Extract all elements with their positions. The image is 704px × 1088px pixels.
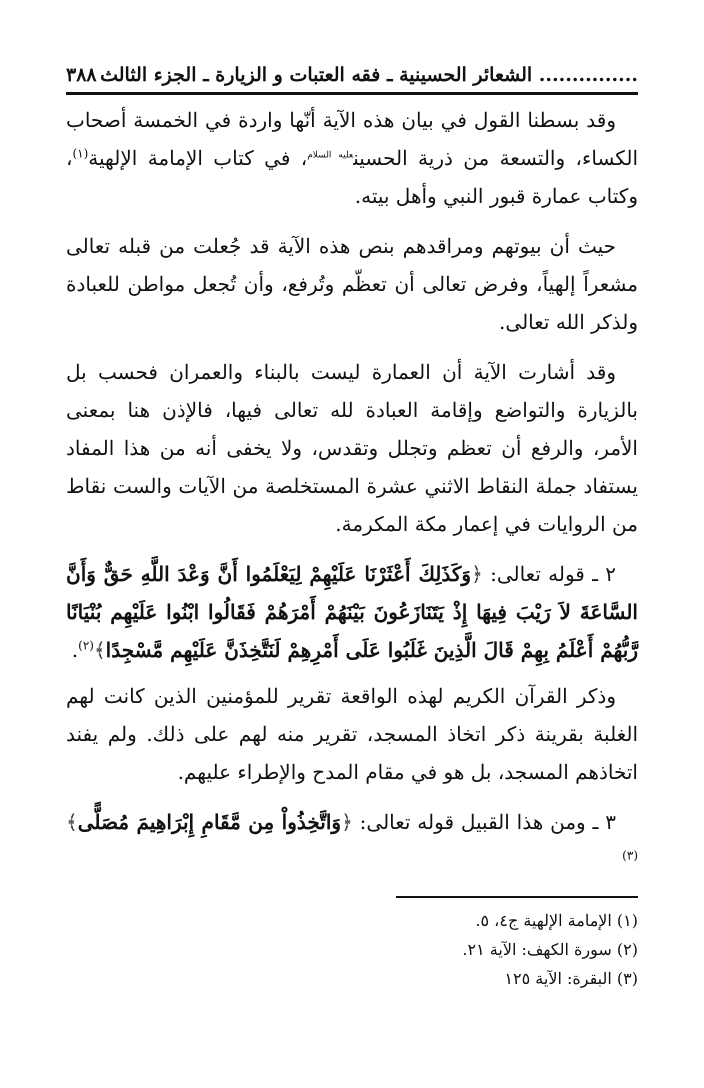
quran-bracket-close-2: ﴾ [66, 810, 78, 834]
footnote-separator [396, 896, 638, 898]
footnote-1: (١) الإمامة الإلهية ج٤، ٥. [475, 911, 638, 930]
footnote-ref-2[interactable]: (٢) [78, 638, 94, 653]
honorific-mark: عليه السلام [307, 150, 354, 161]
quran-bracket-open-2: ﴿ [341, 810, 353, 834]
quran-verse-kahf: وَكَذَلِكَ أَعْثَرْنَا عَلَيْهِمْ لِيَعْلَمُوا أَنَّ وَعْدَ اللَّهِ حَقٌّ وَأَنَّ السَّاعَةَ لاَ رَيْبَ فِيهَا إِذْ يَتَنَازَعُونَ بَيْنَهُمْ أَمْرَهُمْ فَقَالُوا ابْنُوا عَلَيْهِم بُنْيَانًا رَّبُّهُمْ أَعْلَمُ بِهِمْ قَالَ الَّذِينَ غَلَبُوا عَلَى أَمْرِهِمْ لَنَتَّخِذَنَّ عَلَيْهِم مَّسْجِدًا [66, 562, 638, 662]
body-text [66, 101, 638, 879]
paragraph-3: وقد أشارت الآية أن العمارة ليست بالبناء والعمران فحسب بل بالزيارة والتواضع وإقامة العبادة لله تعالى فيها، فالإذن هنا بمعنى الأمر، والرفع أن تعظم وتجلل وتقدس، ولا يخفى أنه من هذا المفاد يستفاد جملة النقاط الاثني عشرة المستخلصة من الآيات والست نقاط من الروايات في إعمار مكة المكرمة. [66, 360, 638, 536]
paragraph-1 [66, 101, 638, 215]
paragraph-5: وذكر القرآن الكريم لهذه الواقعة تقرير للمؤمنين الذين كانت لهم الغلبة بقرينة ذكر اتخاذ المسجد، تقرير منه لهم على ذلك. ولم يفند اتخاذهم المسجد، بل هو في مقام المدح والإطراء عليهم. [66, 684, 638, 784]
quran-bracket-open: ﴿ [471, 562, 483, 586]
footnote-3: (٣) البقرة: الآية ١٢٥ [504, 969, 638, 988]
paragraph-4-end: . [71, 638, 79, 662]
quran-verse-baqara: وَاتَّخِذُواْ مِن مَّقَامِ إِبْرَاهِيمَ مُصَلًّى [77, 810, 342, 834]
paragraph-1-text-b: ، في كتاب الإمامة الإلهية [88, 146, 308, 170]
footnote-2: (٢) سورة الكهف: الآية ٢١. [462, 940, 638, 959]
footnotes [66, 906, 638, 993]
paragraph-4 [66, 555, 638, 669]
page-number: ٣٨٨ [66, 64, 97, 86]
paragraph-6 [66, 803, 638, 879]
header-rule [66, 92, 638, 95]
quran-bracket-close: ﴾ [93, 638, 106, 662]
page [66, 56, 638, 887]
running-header [66, 56, 638, 90]
footnote-ref-1[interactable]: (١) [72, 146, 89, 161]
paragraph-1-text-c: ، وكتاب عمارة قبور النبي وأهل بيته. [66, 146, 638, 208]
paragraph-6-lead: ٣ ـ ومن هذا القبيل قوله تعالى: [359, 810, 616, 834]
paragraph-1-text-a: وقد بسطنا القول في بيان هذه الآية أنّها واردة في الخمسة أصحاب الكساء، والتسعة من ذرية الحسين [66, 108, 639, 170]
running-title: ............... الشعائر الحسينية ـ فقه العتبات و الزيارة ـ الجزء الثالث [100, 64, 638, 86]
paragraph-4-lead: ٢ ـ قوله تعالى: [490, 562, 617, 586]
footnote-ref-3[interactable]: (٣) [622, 848, 638, 863]
paragraph-2: حيث أن بيوتهم ومراقدهم بنص هذه الآية قد جُعلت من قبله تعالى مشعراً إلهياً، وفرض تعالى أن تعظّم وتُرفع، وأن تُجعل مواطن للعبادة ولذكر الله تعالى. [66, 234, 639, 334]
